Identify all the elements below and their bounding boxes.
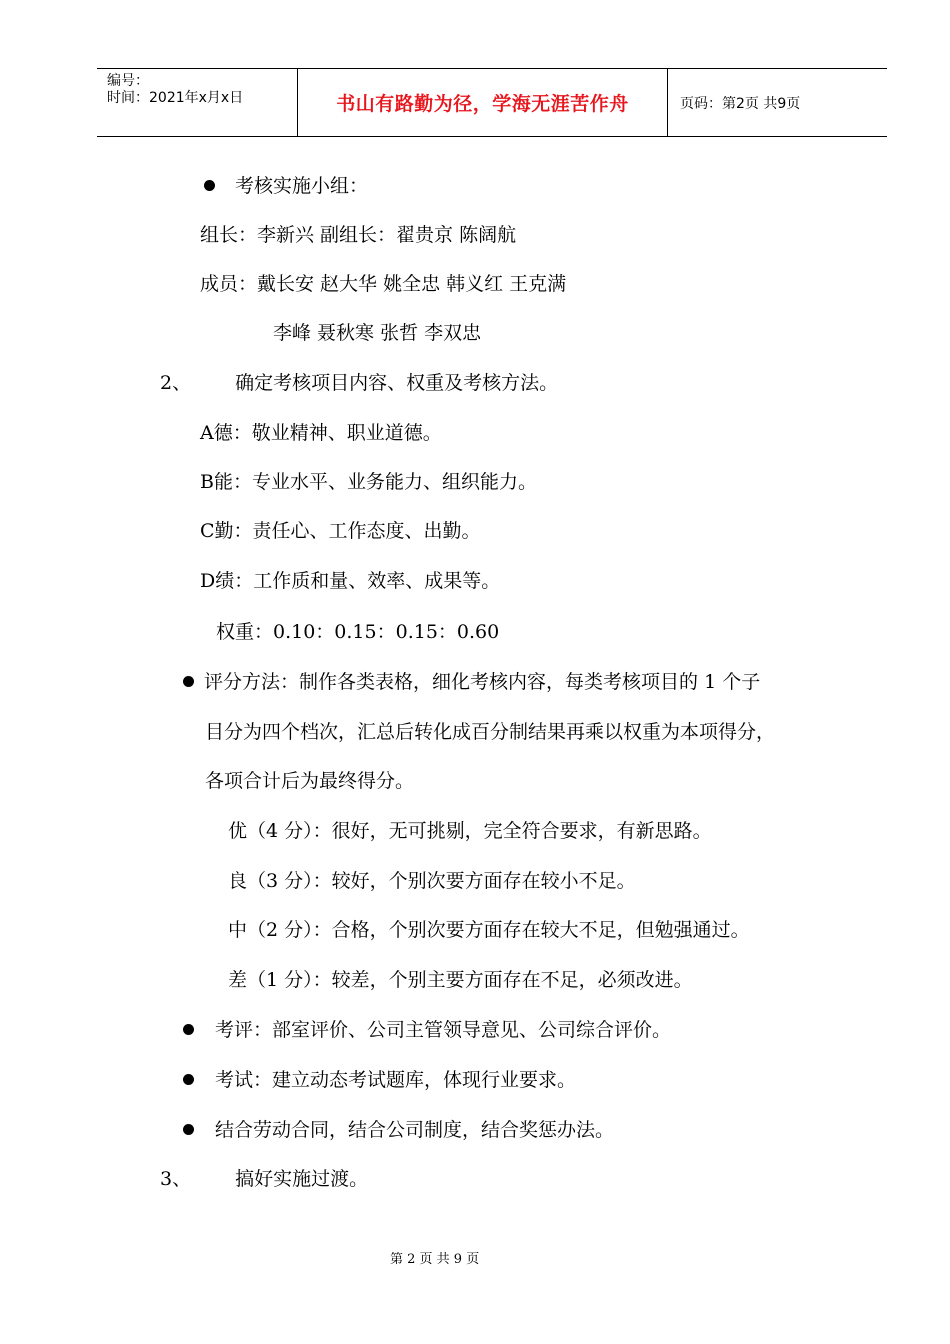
exam-line: 考试：建立动态考试题库，体现行业要求。 [215,1069,577,1091]
grade-good: 良（3 分）：较好，个别次要方面存在较小不足。 [228,870,636,892]
header-motto: 书山有路勤为径，学海无涯苦作舟 [298,69,668,136]
bullet-icon [183,1024,194,1035]
bullet-icon [183,676,194,687]
criterion-c: C勤：责任心、工作态度、出勤。 [200,520,481,542]
grade-medium: 中（2 分）：合格，个别次要方面存在较大不足，但勉强通过。 [228,919,750,941]
bullet-icon [204,180,215,191]
header-meta [97,69,298,136]
criterion-b: B能：专业水平、业务能力、组织能力。 [200,471,537,493]
criterion-d: D绩：工作质和量、效率、成果等。 [200,570,501,592]
header-page-info: 页码：第2页 共9页 [680,95,801,112]
method-line-1-wrap [183,670,760,694]
item-3-line [160,1167,368,1191]
bullet-icon [183,1124,194,1135]
bullet-icon [183,1074,194,1085]
grade-poor: 差（1 分）：较差，个别主要方面存在不足，必须改进。 [228,969,693,991]
document-number: 编号： [107,73,149,89]
item-3-number: 3、 [160,1168,192,1190]
review-line-wrap [183,1018,671,1042]
method-line-2: 目分为四个档次，汇总后转化成百分制结果再乘以权重为本项得分， [205,721,776,743]
weight-line: 权重：0.10：0.15：0.15：0.60 [216,621,500,643]
combine-line-wrap [183,1118,614,1142]
page-footer: 第 2 页 共 9 页 [390,1252,480,1267]
item-2-number: 2、 [160,372,192,394]
leader-line: 组长：李新兴 副组长：翟贵京 陈阔航 [200,224,517,246]
review-line: 考评：部室评价、公司主管领导意见、公司综合评价。 [215,1019,672,1041]
item-2-text: 确定考核项目内容、权重及考核方法。 [235,372,559,394]
criterion-a: A德：敬业精神、职业道德。 [200,422,442,444]
document-date: 时间：2021年x月x日 [107,90,244,106]
combine-line: 结合劳动合同，结合公司制度，结合奖惩办法。 [215,1119,615,1141]
item-3-text: 搞好实施过渡。 [235,1168,369,1190]
page-header [97,68,887,137]
method-line-3: 各项合计后为最终得分。 [205,770,415,792]
method-line-1: 评分方法：制作各类表格，细化考核内容，每类考核项目的 1 个子 [204,671,761,693]
members-line-2: 李峰 聂秋寒 张哲 李双忠 [273,322,482,344]
item-2-line [160,371,558,395]
exam-line-wrap [183,1068,576,1092]
team-title-line [204,174,368,198]
members-line-1: 成员：戴长安 赵大华 姚全忠 韩义红 王克满 [200,273,567,295]
grade-excellent: 优（4 分）：很好，无可挑剔，完全符合要求，有新思路。 [228,820,712,842]
team-title: 考核实施小组： [235,175,369,197]
